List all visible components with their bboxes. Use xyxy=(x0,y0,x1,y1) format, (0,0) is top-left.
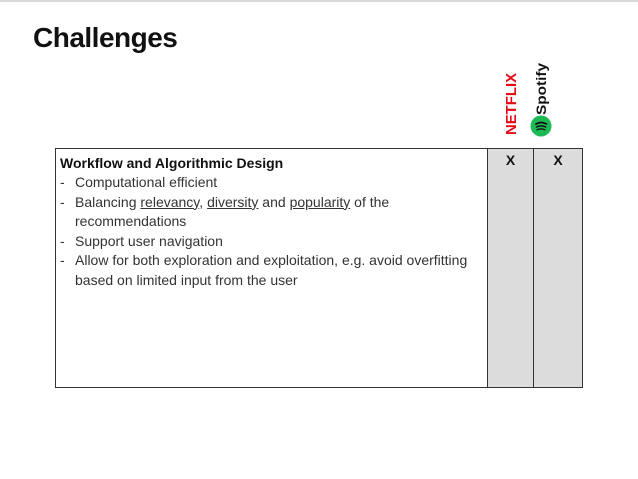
netflix-mark-cell xyxy=(488,149,534,387)
section-heading: Workflow and Algorithmic Design xyxy=(60,155,284,171)
spotify-icon xyxy=(530,115,552,137)
description-cell xyxy=(56,149,488,387)
slide-title: Challenges xyxy=(33,22,178,53)
list-item xyxy=(60,173,487,193)
list-item xyxy=(60,251,487,290)
bullet-text-sep: and xyxy=(258,193,290,210)
bullet-list xyxy=(60,173,487,290)
netflix-mark: X xyxy=(505,152,516,168)
diversity-term: diversity xyxy=(207,193,259,210)
netflix-logo xyxy=(502,72,520,136)
spotify-mark: X xyxy=(553,152,563,168)
bullet-text-prefix: Balancing xyxy=(75,193,141,210)
bullet-text: Support user navigation xyxy=(75,232,223,249)
list-item xyxy=(60,193,487,232)
spotify-mark-cell xyxy=(534,149,582,387)
popularity-term: popularity xyxy=(289,193,351,210)
top-divider xyxy=(0,0,638,2)
bullet-text: Computational efficient xyxy=(75,174,218,190)
spotify-logo-text: Spotify xyxy=(533,67,549,115)
bullet-text-suffix: of the recommendations xyxy=(75,193,390,229)
netflix-logo-text: NETFLIX xyxy=(503,72,520,135)
bullet-text: Allow for both exploration and exploitation, e.g. avoid overfitting based on limited input from the user xyxy=(75,252,468,288)
challenge-table xyxy=(55,148,583,388)
spotify-logo xyxy=(532,60,550,116)
bullet-text-sep: , xyxy=(199,193,208,210)
list-item xyxy=(60,232,487,252)
relevancy-term: relevancy xyxy=(140,193,200,210)
